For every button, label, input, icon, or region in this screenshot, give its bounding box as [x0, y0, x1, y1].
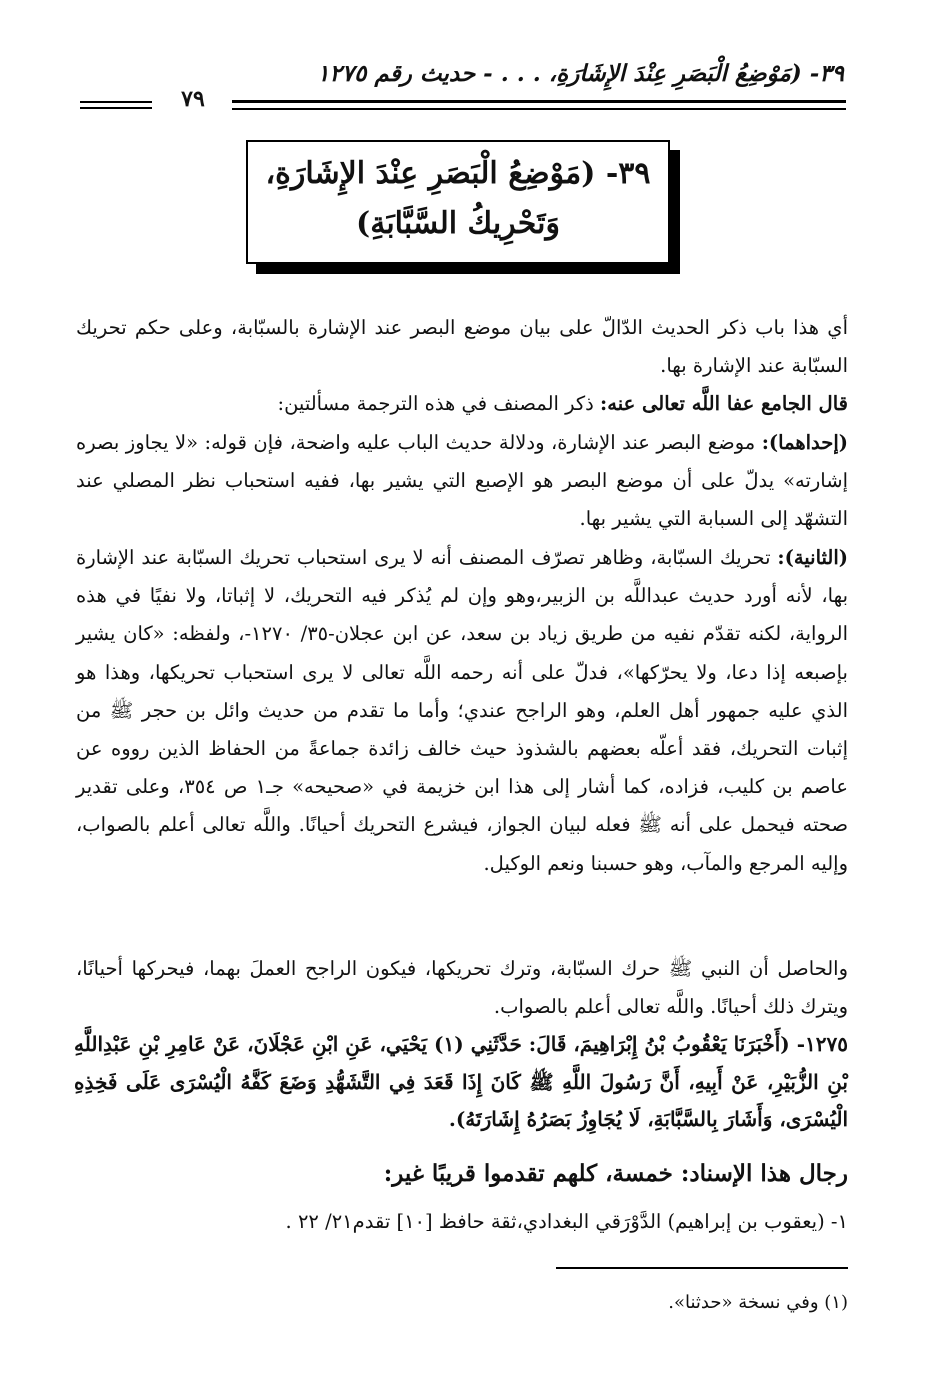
chapter-title-line-1: ٣٩- (مَوْضِعُ الْبَصَرِ عِنْدَ الإِشَارَةِ، — [265, 156, 651, 191]
header-rule-right — [232, 100, 846, 110]
jami-paragraph — [76, 385, 848, 423]
hadith-text: ١٢٧٥- (أَخْبَرَنَا يَعْقُوبُ بْنُ إِبْرَاهِيمَ، قَالَ: حَدَّثَنِي (١) يَحْيَي، عَنِ ابْنِ عَجْلَانَ، عَنْ عَامِرِ بْنِ عَبْدِاللَّهِ بْنِ الزُّبَيْرِ، عَنْ أَبِيهِ، أَنَّ رَسُولَ اللَّهِ ﷺ كَانَ إِذَا قَعَدَ فِي التَّشَهُّدِ وَضَعَ كَفَّهُ الْيُسْرَى عَلَى فَخِذِهِ الْيُسْرَى، وَأَشَارَ بِالسَّبَّابَةِ، لَا يُجَاوِزُ بَصَرُهُ إِشَارَتَهُ). — [74, 1032, 848, 1131]
paragraph-lead: قال الجامع عفا اللَّه تعالى عنه: — [600, 392, 848, 415]
narrator-entry: ١- (يعقوب بن إبراهيم) الدَّوْرَقي البغدادي،ثقة حافظ [١٠] تقدم٢١/ ٢٢ . — [285, 1210, 848, 1233]
running-head: ٣٩- (مَوْضِعُ الْبَصَرِ عِنْدَ الإِشَارَةِ، . . . - حديث رقم ١٢٧٥ — [317, 60, 844, 87]
paragraph-text: تحريك السبّابة، وظاهر تصرّف المصنف أنه لا يرى استحباب تحريك السبّابة عند الإشارة بها، لأنه أورد حديث عبداللَّه بن الزبير،وهو وإن لم يُذكر فيه التحريك، لا إثباتا، ولا نفيًا في هذه الرواية، لكنه تقدّم نفيه من طريق زياد بن سعد، عن ابن عجلان-٣٥/ ١٢٧٠-، ولفظه: «كان يشير بإصبعه إذا دعا، ولا يحرّكها»، فدلّ على أنه رحمه اللَّه تعالى لا يرى استحباب تحريكها، وهذا هو الذي عليه جمهور أهل العلم، وهو الراجح عندي؛ وأما ما تقدم من حديث وائل بن حجر ﷺ من إثبات التحريك، فقد أعلّه بعضهم بالشذوذ حيث خالف زائدة جماعةً من الحفاظ الذين رووه عن عاصم بن كليب، فزاده، كما أشار إلى هذا ابن خزيمة في «صحيحه» جـ١ ص ٣٥٤، وعلى تقدير صحته فيحمل على أنه ﷺ فعله لبيان الجواز، فيشرع التحريك أحيانًا. واللَّه تعالى أعلم بالصواب، وإليه المرجع والمآب، وهو حسبنا ونعم الوكيل. — [76, 546, 848, 875]
header-rule-left — [80, 101, 152, 109]
page-number: ٧٩ — [181, 86, 205, 112]
paragraph-lead: (الثانية): — [777, 546, 848, 569]
chapter-title-line-2: وَتَحْرِيكُ السَّبَّابَةِ) — [356, 206, 560, 241]
footnote-separator — [556, 1267, 848, 1269]
summary-paragraph — [76, 950, 848, 1026]
paragraph-text: ذكر المصنف في هذه الترجمة مسألتين: — [277, 392, 601, 415]
first-issue-paragraph — [76, 424, 848, 539]
second-issue-paragraph — [76, 539, 848, 883]
footnote: (١) وفي نسخة «حدثنا». — [668, 1292, 848, 1313]
intro-paragraph — [76, 309, 848, 385]
section-heading: رجال هذا الإسناد: خمسة، كلهم تقدموا قريبًا غير: — [383, 1160, 848, 1187]
paragraph-text: والحاصل أن النبي ﷺ حرك السبّابة، وترك تحريكها، فيكون الراجح العملَ بهما، فيحركها أحيانًا، ويترك ذلك أحيانًا. واللَّه تعالى أعلم بالصواب. — [76, 957, 848, 1019]
paragraph-text: أي هذا باب ذكر الحديث الدّالّ على بيان موضع البصر عند الإشارة بالسبّابة، وعلى حكم تحريك السبّابة عند الإشارة بها. — [76, 316, 848, 378]
chapter-title-box — [246, 140, 670, 264]
paragraph-lead: (إحداهما): — [761, 431, 848, 454]
paragraph-text: موضع البصر عند الإشارة، ودلالة حديث الباب عليه واضحة، فإن قوله: «لا يجاوز بصره إشارته» يدلّ على أن موضع البصر هو الإصبع التي يشير بها، ففيه استحباب نظر المصلي عند التشهّد إلى السبابة التي يشير بها. — [76, 431, 848, 531]
